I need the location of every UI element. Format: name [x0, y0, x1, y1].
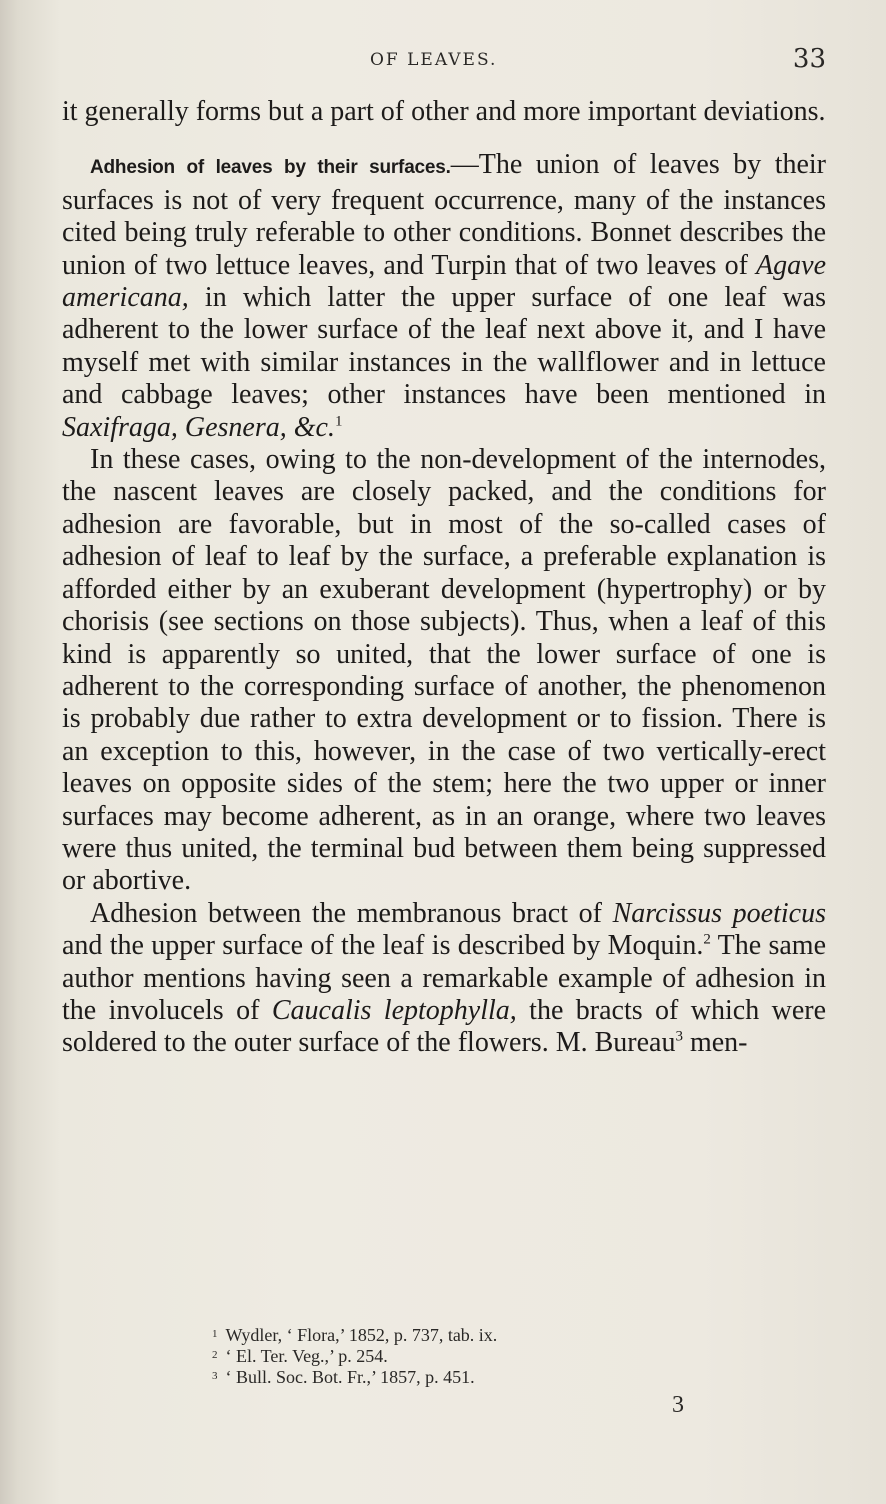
footnote-text: Wydler, ‘ Flora,’ 1852, p. 737, tab. ix.	[225, 1325, 498, 1345]
text-run: The same author mentions having seen a remarkable example of adhesion in the involucels of	[62, 930, 826, 1026]
text-run: —The union of leaves by their surfaces is not of very frequent occurrence, many of the instances cited being truly referable to other conditions. Bonnet describes the union of two lettuce leaves, and Turpin that of two leaves of	[62, 149, 827, 281]
italic-text: Saxifraga, Gesnera, &c.	[62, 411, 335, 443]
footnote	[212, 1324, 772, 1345]
italic-text: Caucalis leptophylla,	[271, 994, 517, 1026]
footnote-ref: 2	[703, 931, 711, 948]
text-run: it generally forms but a part of other and more important deviations.	[62, 96, 826, 127]
running-title: OF LEAVES.	[370, 50, 498, 70]
text-run: and the upper surface of the leaf is described by Moquin.	[62, 930, 704, 962]
footnote-text: ‘ Bull. Soc. Bot. Fr.,’ 1857, p. 451.	[225, 1367, 475, 1387]
body-text	[62, 96, 826, 1060]
paragraph	[62, 898, 826, 1060]
signature-mark: 3	[672, 1392, 684, 1418]
text-run: In these cases, owing to the non-development of the internodes, the nascent leaves are closely packed, and the conditions for adhesion are favorable, but in most of the so-called cases of adhesion of leaf to leaf by the surface, a preferable explanation is afforded either by an exuberant development (hypertrophy) or by chorisis (see sections on those subjects). Thus, when a leaf of this kind is apparently so united, that the lower surface of one is adherent to the corresponding surface of another, the phenomenon is probably due rather to extra development or to fission. There is an exception to this, however, in the case of two vertically-erect leaves on opposite sides of the stem; here the two upper or inner surfaces may become adherent, as in an orange, where two leaves were thus united, the terminal bud between them being suppressed or abortive.	[62, 444, 826, 897]
italic-text: Agave americana,	[62, 249, 826, 314]
paragraph	[62, 444, 826, 898]
footnote-mark: 2	[212, 1349, 218, 1361]
footnote	[212, 1366, 772, 1387]
footnote-mark: 3	[212, 1370, 218, 1382]
text-run: men-	[682, 1027, 748, 1059]
text-run: Adhesion between the membranous bract of	[90, 897, 613, 929]
text-run: the bracts of which were soldered to the outer surface of the flowers. M. Bureau	[62, 994, 827, 1059]
footnote-ref: 3	[675, 1029, 683, 1046]
footnotes	[212, 1324, 772, 1387]
paragraph	[62, 96, 826, 128]
running-header	[60, 44, 826, 78]
text-run: in which latter the upper surface of one leaf was adherent to the lower surface of the leaf next above it, and I have myself met with similar instances in the wallflower and in lettuce and cabbage leaves; other instances have been mentioned in	[62, 282, 826, 411]
italic-text: Narcissus poeticus	[612, 897, 826, 929]
paragraph-adhesion-by-surfaces	[62, 149, 826, 444]
section-heading: Adhesion of leaves by their surfaces.	[90, 157, 451, 179]
footnote-ref: 1	[334, 413, 343, 430]
page-number: 33	[792, 44, 826, 74]
footnote-text: ‘ El. Ter. Veg.,’ p. 254.	[225, 1346, 388, 1366]
footnote-mark: 1	[212, 1328, 218, 1340]
footnote	[212, 1345, 772, 1366]
